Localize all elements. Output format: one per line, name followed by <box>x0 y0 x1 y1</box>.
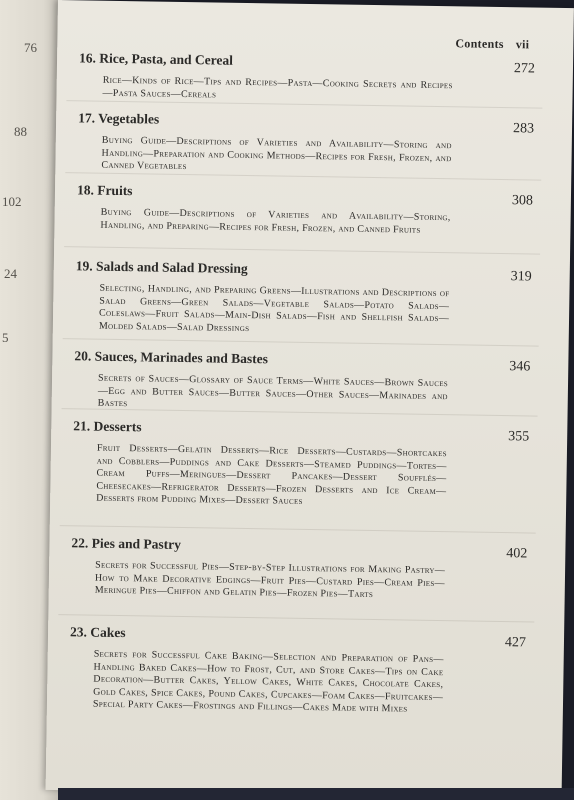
running-head-title: Contents <box>455 36 504 52</box>
chapter-description: Buying Guide—Descriptions of Varieties and Availability—Storing, Handling, and Preparing—Recipes for Fresh, Frozen, and Canned Fruits <box>100 206 451 236</box>
chapter-entry <box>69 624 526 718</box>
facing-page-number: 76 <box>24 40 37 55</box>
facing-page-number: 24 <box>4 266 17 281</box>
chapter-title: 19. Salads and Salad Dressing <box>75 258 248 277</box>
divider <box>63 338 539 346</box>
chapter-title: 22. Pies and Pastry <box>71 535 182 552</box>
running-head-folio: vii <box>515 37 530 52</box>
chapter-entry <box>74 348 531 417</box>
chapter-title: 17. Vegetables <box>78 110 160 127</box>
chapter-description: Buying Guide—Descriptions of Varieties and Availability—Storing and Handling—Preparation and Cooking Methods—Recipes for Fresh, Frozen, and Canned Vegetables <box>101 134 452 173</box>
chapter-entry <box>71 535 528 604</box>
chapter-page-number: 283 <box>512 121 535 137</box>
divider <box>64 246 540 254</box>
divider <box>58 614 534 622</box>
chapter-description: Secrets for Successful Cake Baking—Selection and Preparation of Pans—Handling Baked Cakes—How to Frost, Cut, and Store Cakes—Tips on Cake Decoration—Butter Cakes, Yellow Cakes, White Cakes, Chocolate Cakes, Gold Cakes, Spice Cakes, Pound Cakes, Cupcakes—Foam Cakes—Fruitcakes—Special Party Cakes—Frostings and Fillings—Cakes Made with Mixes <box>92 648 444 715</box>
chapter-description: Rice—Kinds of Rice—Tips and Recipes—Pasta—Cooking Secrets and Recipes—Pasta Sauces—Cereals <box>102 74 453 100</box>
chapter-title: 16. Rice, Pasta, and Cereal <box>78 50 234 68</box>
chapter-title: 18. Fruits <box>76 182 133 199</box>
chapter-entry <box>78 50 535 106</box>
chapter-title: 23. Cakes <box>69 624 126 641</box>
chapter-description: Secrets of Sauces—Glossary of Sauce Terms—White Sauces—Brown Sauces—Egg and Butter Sauces—Butter Sauces—Other Sauces—Marinades and Bastes <box>97 372 449 410</box>
chapter-page-number: 402 <box>506 546 528 562</box>
facing-page-number: 5 <box>2 330 9 345</box>
chapter-description: Selecting, Handling, and Preparing Greens—Illustrations and Descriptions of Salad Greens—Green Salads—Vegetable Salads—Potato Salads—Coleslaws—Fruit Salads—Main-Dish Salads—Fish and Shellfish Salads—Molded Salads—Salad Dressings <box>98 282 450 334</box>
chapter-description: Secrets for Successful Pies—Step-by-Step Illustrations for Making Pastry—How to Make Decorative Edgings—Fruit Pies—Custard Pies—Cream Pies—Meringue Pies—Chiffon and Gelatin Pies—Frozen Pies—Tarts <box>94 559 446 601</box>
facing-page-number: 102 <box>2 194 22 209</box>
facing-page-number: 88 <box>14 124 27 139</box>
chapter-entry <box>76 182 533 238</box>
chapter-page-number: 272 <box>513 61 536 77</box>
chapter-page-number: 319 <box>510 269 532 285</box>
chapter-page-number: 308 <box>511 193 534 209</box>
running-head <box>443 36 529 52</box>
chapter-entry <box>75 258 532 339</box>
chapter-entry <box>72 418 529 512</box>
chapter-title: 21. Desserts <box>73 418 142 435</box>
chapter-page-number: 427 <box>504 635 527 651</box>
chapter-title: 20. Sauces, Marinades and Bastes <box>74 348 269 367</box>
chapter-entry <box>77 110 534 179</box>
divider <box>60 525 536 533</box>
background-edge <box>58 788 574 800</box>
chapter-page-number: 346 <box>509 359 531 375</box>
contents-page <box>46 0 574 798</box>
chapter-page-number: 355 <box>508 429 530 445</box>
chapter-description: Fruit Desserts—Gelatin Desserts—Rice Desserts—Custards—Shortcakes and Cobblers—Puddings and Cake Desserts—Steamed Puddings—Tortes—Cream Puffs—Meringues—Dessert Pancakes—Dessert Soufflés—Cheesecakes—Refrigerator Desserts—Frozen Desserts and Ice Cream—Desserts from Pudding Mixes—Dessert Sauces <box>96 442 448 507</box>
